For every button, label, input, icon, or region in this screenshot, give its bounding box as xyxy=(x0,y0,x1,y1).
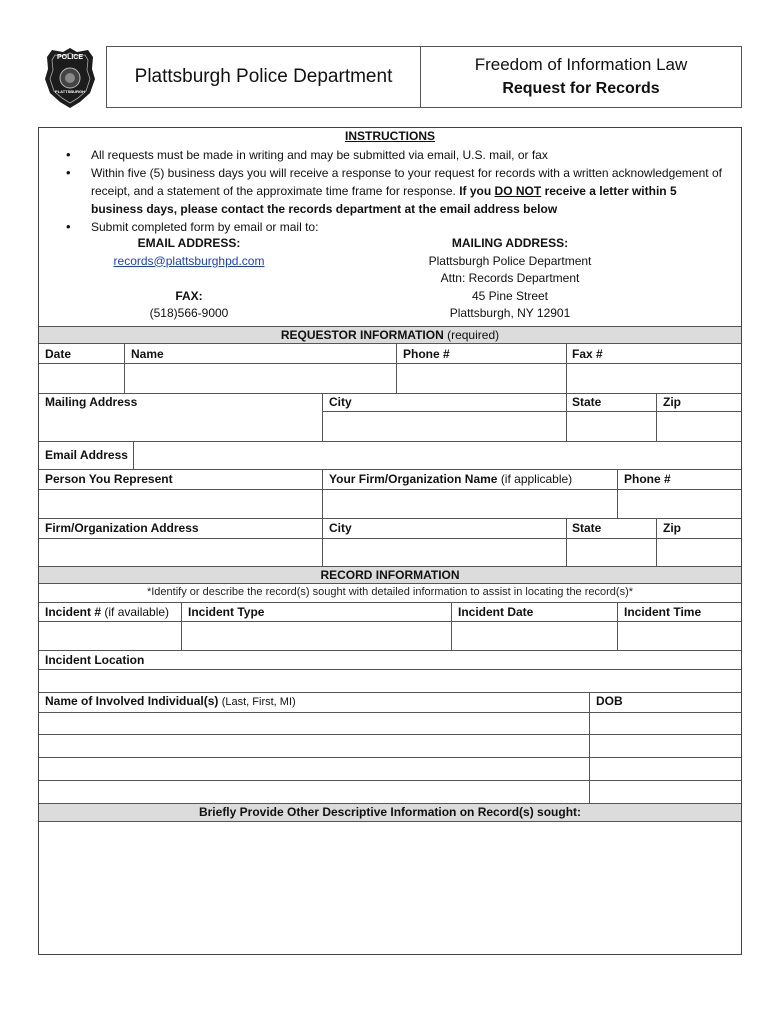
phone-label: Phone # xyxy=(403,347,450,361)
incident-number-label: Incident # (if available) xyxy=(45,605,170,619)
incident-time-field[interactable] xyxy=(618,622,741,650)
incident-date-label: Incident Date xyxy=(458,605,534,619)
firm-city-field[interactable] xyxy=(323,539,566,567)
state-label: State xyxy=(572,395,602,409)
name-label: Name xyxy=(131,347,164,361)
name-field[interactable] xyxy=(125,364,396,393)
form-title xyxy=(421,53,741,101)
fax-label-field: Fax # xyxy=(572,347,603,361)
involved-name-field-2[interactable] xyxy=(39,735,589,757)
dob-field-3[interactable] xyxy=(590,758,741,780)
mailing-line-2: Attn: Records Department xyxy=(440,271,580,285)
police-badge-logo xyxy=(44,47,96,109)
department-name: Plattsburgh Police Department xyxy=(134,66,393,87)
fax-number: (518)566-9000 xyxy=(149,306,229,320)
involved-individuals-label: Name of Involved Individual(s) (Last, First, MI) xyxy=(45,694,296,708)
person-represent-field[interactable] xyxy=(39,490,322,518)
email-address-field[interactable] xyxy=(134,442,741,469)
firm-name-field[interactable] xyxy=(323,490,617,518)
date-label: Date xyxy=(45,347,72,361)
mailing-label: MAILING ADDRESS: xyxy=(451,236,569,250)
form-title-line2: Request for Records xyxy=(502,80,660,97)
firm-name-label: Your Firm/Organization Name (if applicable) xyxy=(329,472,573,486)
city-field[interactable] xyxy=(323,412,566,441)
mailing-address-block xyxy=(410,235,610,323)
phone-field[interactable] xyxy=(397,364,566,393)
involved-name-field-1[interactable] xyxy=(39,713,589,734)
email-fax-block xyxy=(94,235,284,323)
header-box xyxy=(106,46,742,108)
instructions-title: INSTRUCTIONS xyxy=(345,129,435,143)
badge-text-top: POLICE xyxy=(56,54,84,61)
zip-label: Zip xyxy=(663,395,681,409)
mailing-line-4: Plattsburgh, NY 12901 xyxy=(449,306,571,320)
record-section-header: RECORD INFORMATION xyxy=(39,566,741,584)
zip-field[interactable] xyxy=(657,412,741,441)
date-field[interactable] xyxy=(39,364,124,393)
fax-field[interactable] xyxy=(567,364,741,393)
firm-address-label: Firm/Organization Address xyxy=(45,521,199,535)
dob-field-1[interactable] xyxy=(590,713,741,734)
firm-city-label: City xyxy=(329,521,352,535)
incident-number-field[interactable] xyxy=(39,622,181,650)
other-info-textarea[interactable] xyxy=(39,822,741,954)
email-address-label: Email Address xyxy=(45,448,128,462)
person-represent-label: Person You Represent xyxy=(45,472,173,486)
city-label: City xyxy=(329,395,352,409)
dob-field-4[interactable] xyxy=(590,781,741,803)
firm-phone-label: Phone # xyxy=(624,472,671,486)
dob-label: DOB xyxy=(596,694,623,708)
form-title-line1: Freedom of Information Law xyxy=(474,55,688,74)
firm-address-field[interactable] xyxy=(39,539,322,567)
firm-state-label: State xyxy=(572,521,602,535)
email-label: EMAIL ADDRESS: xyxy=(137,236,241,250)
state-field[interactable] xyxy=(567,412,656,441)
firm-phone-field[interactable] xyxy=(618,490,741,518)
incident-location-label: Incident Location xyxy=(45,653,145,667)
incident-type-field[interactable] xyxy=(182,622,451,650)
record-note: *Identify or describe the record(s) sought with detailed information to assist in locating the record(s)* xyxy=(146,586,634,598)
mailing-line-1: Plattsburgh Police Department xyxy=(428,253,592,268)
incident-location-field[interactable] xyxy=(39,670,741,692)
instructions-list xyxy=(66,146,726,236)
dob-field-2[interactable] xyxy=(590,735,741,757)
other-info-header: Briefly Provide Other Descriptive Information on Record(s) sought: xyxy=(39,803,741,822)
involved-name-field-3[interactable] xyxy=(39,758,589,780)
incident-type-label: Incident Type xyxy=(188,605,265,619)
mailing-address-label: Mailing Address xyxy=(45,395,138,409)
requestor-section-header: REQUESTOR INFORMATION (required) xyxy=(39,326,741,344)
incident-time-label: Incident Time xyxy=(624,605,702,619)
email-link[interactable]: records@plattsburghpd.com xyxy=(113,253,265,268)
firm-state-field[interactable] xyxy=(567,539,656,567)
incident-date-field[interactable] xyxy=(452,622,617,650)
involved-name-field-4[interactable] xyxy=(39,781,589,803)
mailing-address-field[interactable] xyxy=(39,412,322,441)
firm-zip-label: Zip xyxy=(663,521,681,535)
badge-text-bottom: PLATTSBURGH xyxy=(55,89,85,94)
instruction-bullet-2: • Within five (5) business days you will receive a response to your request for records with a written acknowledgement of receipt, and a statement of the approximate time frame for response. If you DO NOT receive a letter within 5 business days, please contact the records department at the email address below xyxy=(66,164,726,218)
mailing-line-3: 45 Pine Street xyxy=(471,288,549,303)
instruction-bullet-1: • All requests must be made in writing and may be submitted via email, U.S. mail, or fax xyxy=(66,146,726,164)
firm-zip-field[interactable] xyxy=(657,539,741,567)
instruction-bullet-3: • Submit completed form by email or mail to: xyxy=(66,218,726,236)
fax-label: FAX: xyxy=(175,288,203,303)
